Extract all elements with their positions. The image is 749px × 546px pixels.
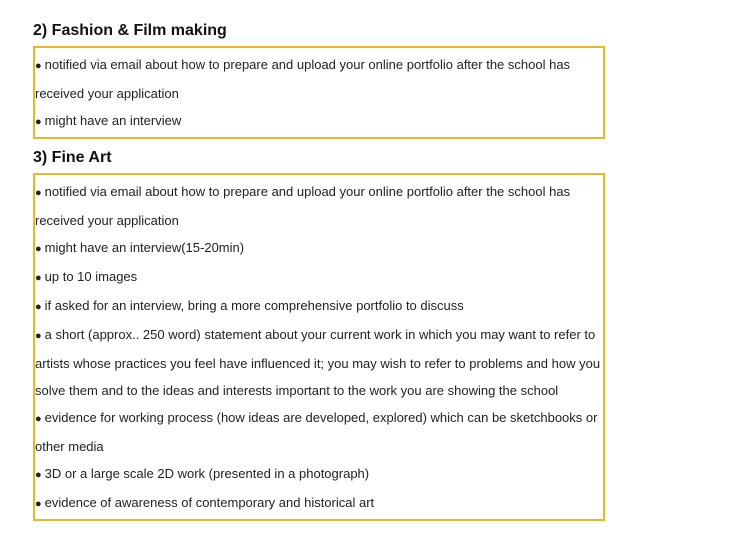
list-item	[35, 51, 603, 107]
list-item	[35, 489, 603, 518]
list-item-text: evidence of awareness of contemporary and historical art	[44, 495, 375, 510]
list-item	[35, 321, 603, 404]
bullet-icon: ●	[35, 243, 42, 255]
list-item	[35, 107, 603, 136]
fashion-film-requirements-list	[35, 51, 603, 136]
list-item-text: notified via email about how to prepare and upload your online portfolio after the school has received your application	[35, 57, 571, 101]
fine-art-requirements-list	[35, 178, 603, 518]
list-item-text: evidence for working process (how ideas are developed, explored) which can be sketchbooks or other media	[35, 410, 598, 454]
fashion-film-requirements-box	[33, 46, 605, 139]
bullet-icon: ●	[35, 330, 42, 342]
list-item	[35, 292, 603, 321]
list-item-text: 3D or a large scale 2D work (presented in a photograph)	[44, 466, 370, 481]
list-item-text: if asked for an interview, bring a more comprehensive portfolio to discuss	[44, 298, 464, 313]
list-item-text: notified via email about how to prepare and upload your online portfolio after the school has received your application	[35, 184, 571, 228]
bullet-icon: ●	[35, 187, 42, 199]
list-item	[35, 460, 603, 489]
bullet-icon: ●	[35, 498, 42, 510]
list-item-text: a short (approx.. 250 word) statement about your current work in which you may want to refer to artists whose practices you feel have influenced it; you may wish to refer to problems and how you solve them and to the ideas and interests important to the work you are showing the school	[35, 327, 601, 398]
list-item	[35, 234, 603, 263]
list-item-text: up to 10 images	[44, 269, 138, 284]
section-title-fine-art: 3) Fine Art	[33, 149, 112, 166]
bullet-icon: ●	[35, 469, 42, 481]
bullet-icon: ●	[35, 60, 42, 72]
bullet-icon: ●	[35, 272, 42, 284]
list-item	[35, 263, 603, 292]
list-item-text: might have an interview	[44, 113, 182, 128]
bullet-icon: ●	[35, 413, 42, 425]
bullet-icon: ●	[35, 116, 42, 128]
section-title-fashion-film: 2) Fashion & Film making	[33, 22, 227, 39]
fine-art-requirements-box	[33, 173, 605, 521]
list-item-text: might have an interview(15-20min)	[44, 240, 245, 255]
list-item	[35, 404, 603, 460]
bullet-icon: ●	[35, 301, 42, 313]
list-item	[35, 178, 603, 234]
